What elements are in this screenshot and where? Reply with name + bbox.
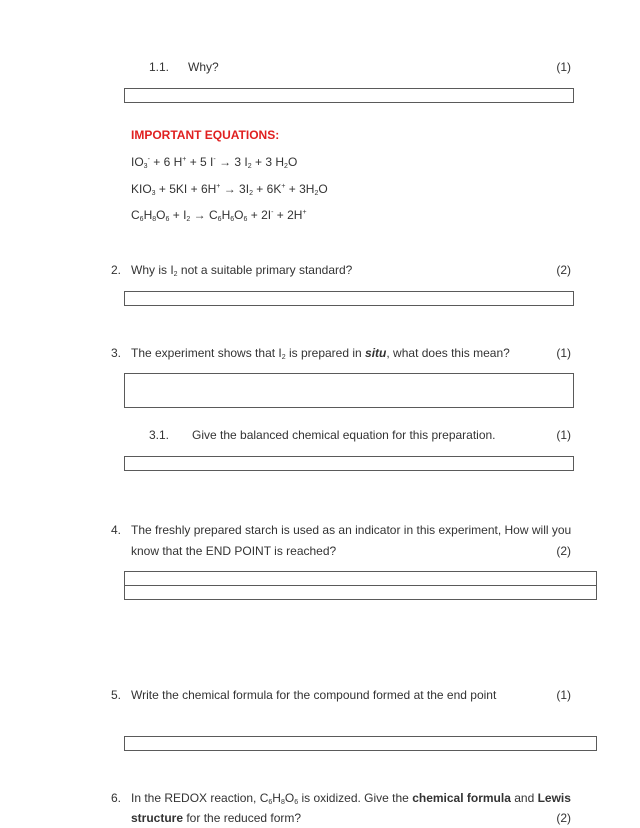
q5-answer-box[interactable] — [124, 736, 597, 751]
q5-text: Write the chemical formula for the compound formed at the end point — [131, 688, 497, 702]
q1-1-number: 1.1. — [149, 60, 170, 74]
q6-text-line2: structure for the reduced form? — [131, 811, 302, 825]
q6-number: 6. — [111, 791, 122, 805]
q3-text: The experiment shows that $I_2$ is prepared in situ, what does this mean? — [131, 346, 510, 361]
q2-text: Why is $I_2$ not a suitable primary standard? — [131, 263, 353, 278]
q5-number: 5. — [111, 688, 122, 702]
q3-1-text: Give the balanced chemical equation for this preparation. — [192, 428, 496, 442]
q4-answer-box-1[interactable] — [124, 571, 597, 586]
q5-marks: (1) — [556, 688, 571, 702]
q3-1-marks: (1) — [556, 428, 571, 442]
q4-marks: (2) — [556, 544, 571, 558]
q3-answer-box[interactable] — [124, 373, 574, 408]
equations-heading: IMPORTANT EQUATIONS: — [131, 128, 280, 142]
q3-1-answer-box[interactable] — [124, 456, 574, 471]
q3-number: 3. — [111, 346, 122, 360]
q6-marks: (2) — [556, 811, 571, 825]
equation-3: $C_6H_8O_6 + I_2 \to C_6H_6O_6 + 2I^- + 2H^+$ — [131, 208, 307, 223]
q1-1-text: Why? — [188, 60, 219, 74]
q2-marks: (2) — [556, 263, 571, 277]
q3-1-number: 3.1. — [149, 428, 170, 442]
q4-answer-box-2[interactable] — [124, 585, 597, 600]
q4-number: 4. — [111, 523, 122, 537]
q1-1-answer-box[interactable] — [124, 88, 574, 103]
q1-1-marks: (1) — [556, 60, 571, 74]
q2-answer-box[interactable] — [124, 291, 574, 306]
q4-text-line2: know that the END POINT is reached? — [131, 544, 337, 558]
q2-number: 2. — [111, 263, 122, 277]
equation-2: $KIO_3 + 5KI + 6H^+ \to 3I_2 + 6K^+ + 3H_2O$ — [131, 182, 328, 197]
q4-text-line1: The freshly prepared starch is used as an indicator in this experiment, How will you — [131, 523, 572, 537]
equation-1: $IO_3^- + 6$ H+ + 5 I- → 3 $I_2 + 3$ $H_2O$ — [131, 155, 298, 170]
q3-marks: (1) — [556, 346, 571, 360]
q6-text-line1: In the REDOX reaction, $C_6H_8O_6$ is oxidized. Give the chemical formula and Lewis — [131, 791, 571, 806]
